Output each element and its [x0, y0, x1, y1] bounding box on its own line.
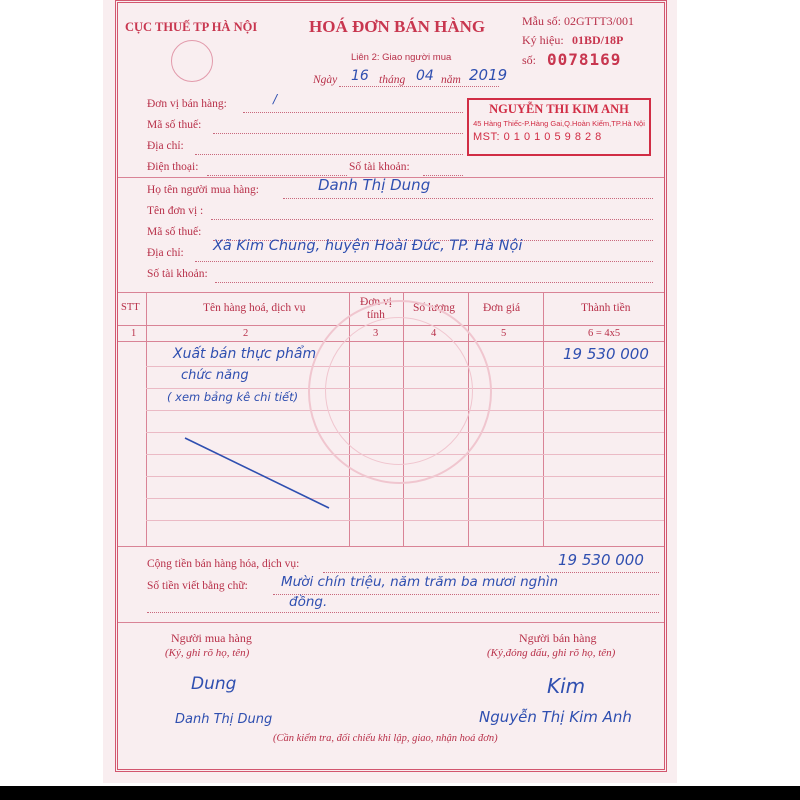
- date-month: 04: [416, 68, 434, 84]
- index-5: 5: [501, 328, 507, 339]
- seller-unit-label: Đơn vị bán hàng:: [147, 98, 227, 110]
- form-number: Mẫu số: 02GTTT3/001: [522, 14, 634, 28]
- symbol-value: 01BD/18P: [572, 33, 624, 47]
- index-3: 3: [373, 328, 379, 339]
- item-line-2: chức năng: [181, 368, 249, 383]
- header-price: Đơn giá: [483, 302, 521, 314]
- index-1: 1: [131, 328, 137, 339]
- symbol-label: Ký hiệu:: [522, 33, 564, 47]
- buyer-name-label: Họ tên người mua hàng:: [147, 184, 259, 196]
- footer-note: (Cần kiểm tra, đối chiếu khi lập, giao, nhận hoá đơn): [273, 733, 498, 744]
- number-label: số:: [522, 53, 537, 67]
- header-amount: Thành tiền: [581, 302, 631, 314]
- agency-name: CỤC THUẾ TP HÀ NỘI: [125, 20, 258, 34]
- date-day: 16: [351, 68, 369, 84]
- buyer-unit-label: Tên đơn vị :: [147, 205, 204, 217]
- header-unit: Đơn vị tính: [360, 296, 392, 321]
- total-value: 19 530 000: [558, 551, 644, 569]
- index-4: 4: [431, 328, 437, 339]
- words-label: Số tiền viết bằng chữ:: [147, 580, 248, 592]
- cross-out-line-icon: [183, 436, 333, 512]
- date-year: 2019: [469, 66, 508, 84]
- total-label: Cộng tiền bán hàng hóa, dịch vụ:: [147, 558, 300, 570]
- buyer-account-label: Số tài khoản:: [147, 268, 208, 280]
- date-year-label: năm: [441, 74, 461, 86]
- seller-account-label: Số tài khoản:: [349, 161, 410, 173]
- stamp-name: NGUYỄN THI KIM ANH: [489, 102, 629, 116]
- seller-sign-title: Người bán hàng: [519, 631, 597, 645]
- seller-stamp: [467, 98, 651, 156]
- emblem-icon: [171, 40, 213, 82]
- seller-address-label: Địa chỉ:: [147, 140, 184, 152]
- stamp-address: 45 Hàng Thiếc-P.Hàng Gai,Q.Hoàn Kiếm,TP.Hà Nội: [473, 119, 645, 128]
- header-item: Tên hàng hoá, dịch vụ: [203, 302, 306, 314]
- date-day-label: Ngày: [313, 74, 338, 86]
- buyer-sign-hint: (Ký, ghi rõ họ, tên): [165, 647, 250, 659]
- header-quantity: Số lượng: [413, 302, 456, 314]
- stamp-mst: MST: 0 1 0 1 0 5 9 8 2 8: [473, 131, 602, 143]
- item-line-1: Xuất bán thực phẩm: [173, 346, 317, 362]
- index-2: 2: [243, 328, 249, 339]
- buyer-signature: Dung: [191, 674, 237, 694]
- buyer-printed-name: Danh Thị Dung: [175, 712, 273, 727]
- seller-signature: Kim: [547, 674, 586, 698]
- item-line-3: ( xem bảng kê chi tiết): [167, 390, 299, 404]
- watermark-inner-ring: [325, 317, 473, 465]
- seller-unit-value: /: [273, 92, 278, 106]
- copy-label: Liên 2: Giao người mua: [351, 52, 452, 63]
- bottom-bar: [0, 786, 800, 800]
- buyer-name-value: Danh Thị Dung: [318, 176, 431, 194]
- invoice-sheet: [103, 0, 677, 783]
- buyer-address-value: Xã Kim Chung, huyện Hoài Đức, TP. Hà Nội: [213, 238, 523, 254]
- buyer-sign-title: Người mua hàng: [171, 631, 252, 645]
- seller-sign-hint: (Ký,đóng dấu, ghi rõ họ, tên): [487, 647, 616, 659]
- index-6: 6 = 4x5: [588, 328, 621, 339]
- seller-phone-label: Điện thoại:: [147, 161, 199, 173]
- words-line-1: Mười chín triệu, năm trăm ba mươi nghìn: [281, 574, 559, 590]
- invoice-number: 0078169: [547, 50, 622, 69]
- buyer-address-label: Địa chỉ:: [147, 247, 184, 259]
- seller-tax-label: Mã số thuế:: [147, 119, 202, 131]
- invoice-title: HOÁ ĐƠN BÁN HÀNG: [309, 17, 486, 36]
- header-stt: STT: [121, 302, 140, 313]
- date-month-label: tháng: [379, 74, 406, 86]
- item-amount: 19 530 000: [563, 345, 649, 363]
- buyer-tax-label: Mã số thuế:: [147, 226, 202, 238]
- seller-printed-name: Nguyễn Thị Kim Anh: [479, 708, 632, 726]
- words-line-2: đồng.: [289, 594, 328, 610]
